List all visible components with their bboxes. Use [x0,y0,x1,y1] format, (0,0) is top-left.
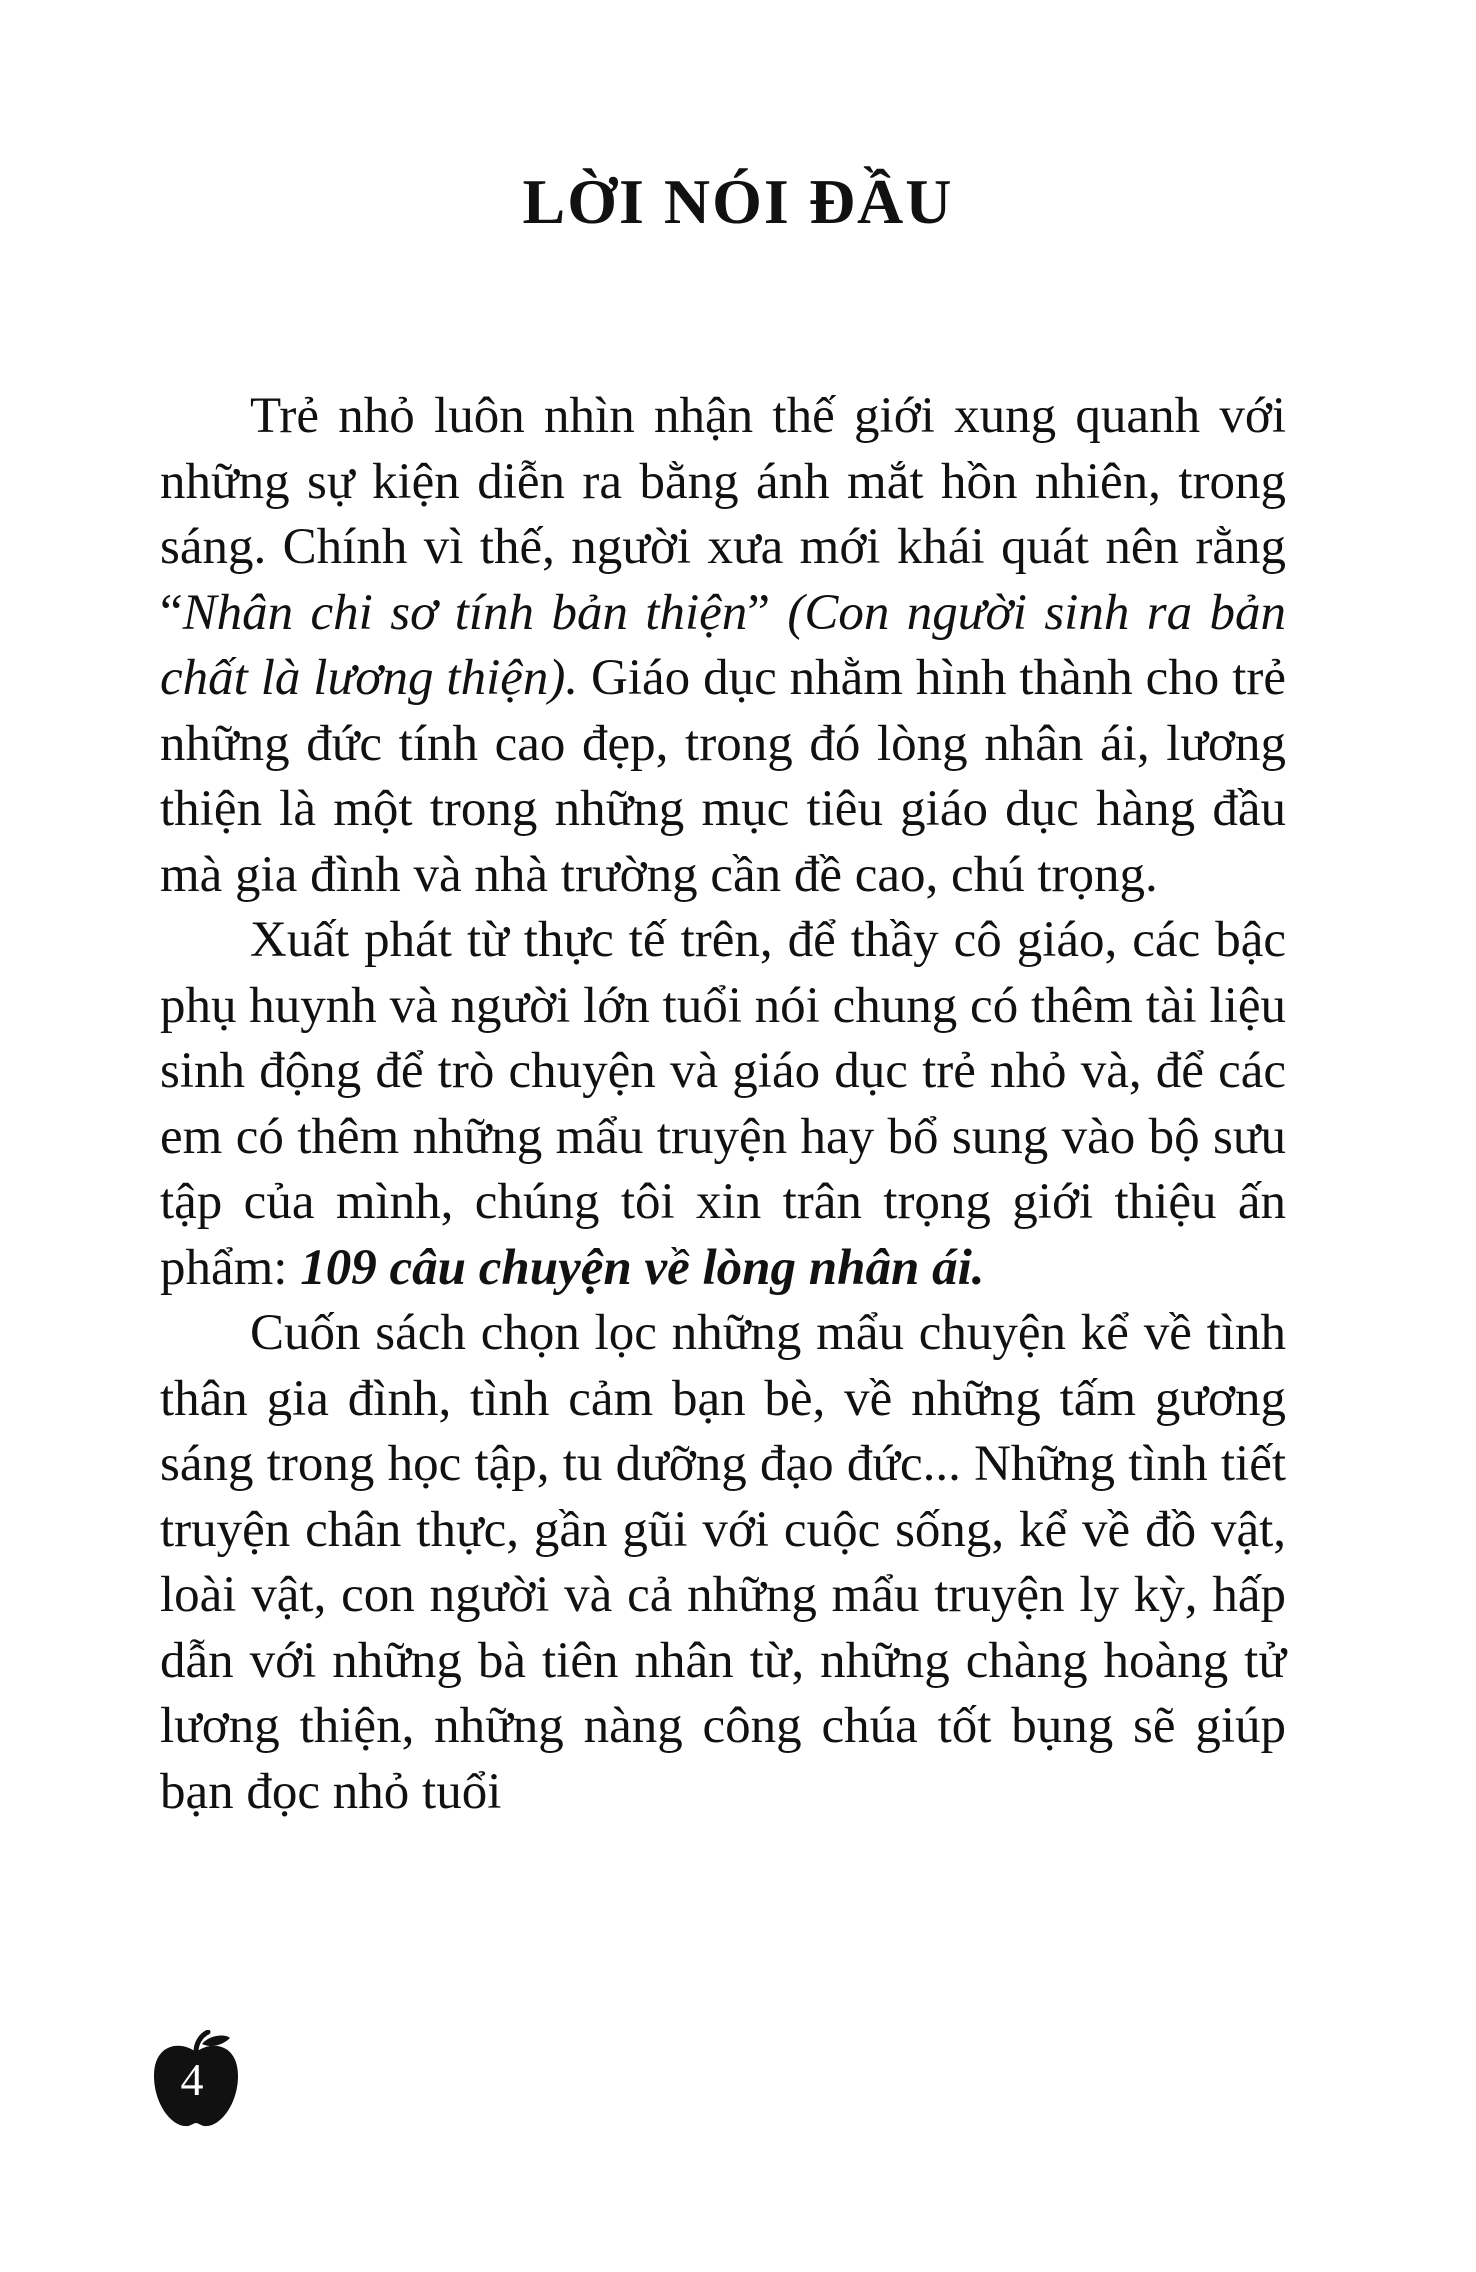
paragraph-1 [160,384,1286,908]
paragraph-2-text-a: Xuất phát từ thực tế trên, để thầy cô giáo, các bậc phụ huynh và người lớn tuổi nói chung có thêm tài liệu sinh động để trò chuyện và giáo dục trẻ nhỏ và, để các em có thêm những mẩu truyện hay bổ sung vào bộ sưu tập của mình, chúng tôi xin trân trọng giới thiệu ấn phẩm: [160,912,1286,1296]
paragraph-1-text-e: Giáo dục nhằm hình thành cho trẻ những đức tính cao đẹp, trong đó lòng nhân ái, lương thiện là một trong những mục tiêu giáo dục hàng đầu mà gia đình và nhà trường cần đề cao, chú trọng. [160,650,1286,903]
paragraph-1-translation: (Con người sinh ra bản chất là lương thiện). [160,584,1286,706]
book-title-text: 109 câu chuyện về lòng nhân ái. [300,1239,985,1296]
paragraph-3 [160,1301,1286,1825]
page-title: LỜI NÓI ĐẦU [522,166,954,237]
page-number: 4 [180,2054,204,2105]
paragraph-1-text-a: Trẻ nhỏ luôn nhìn nhận thế giới xung quanh với những sự kiện diễn ra bằng ánh mắt hồn nhiên, trong sáng. Chính vì thế, người xưa mới khái quát nên rằng “ [160,388,1286,641]
body-text [160,384,1286,1825]
paragraph-2 [160,908,1286,1301]
paragraph-3-text: Cuốn sách chọn lọc những mẩu chuyện kể về tình thân gia đình, tình cảm bạn bè, về những tấm gương sáng trong học tập, tu dưỡng đạo đức... Những tình tiết truyện chân thực, gần gũi với cuộc sống, kể về đồ vật, loài vật, con người và cả những mẩu truyện ly kỳ, hấp dẫn với những bà tiên nhân từ, những chàng hoàng tử lương thiện, những nàng công chúa tốt bụng sẽ giúp bạn đọc nhỏ tuổi [160,1305,1286,1820]
paragraph-1-text-c: ” [747,584,788,641]
paragraph-1-quote: Nhân chi sơ tính bản thiện [182,584,748,641]
